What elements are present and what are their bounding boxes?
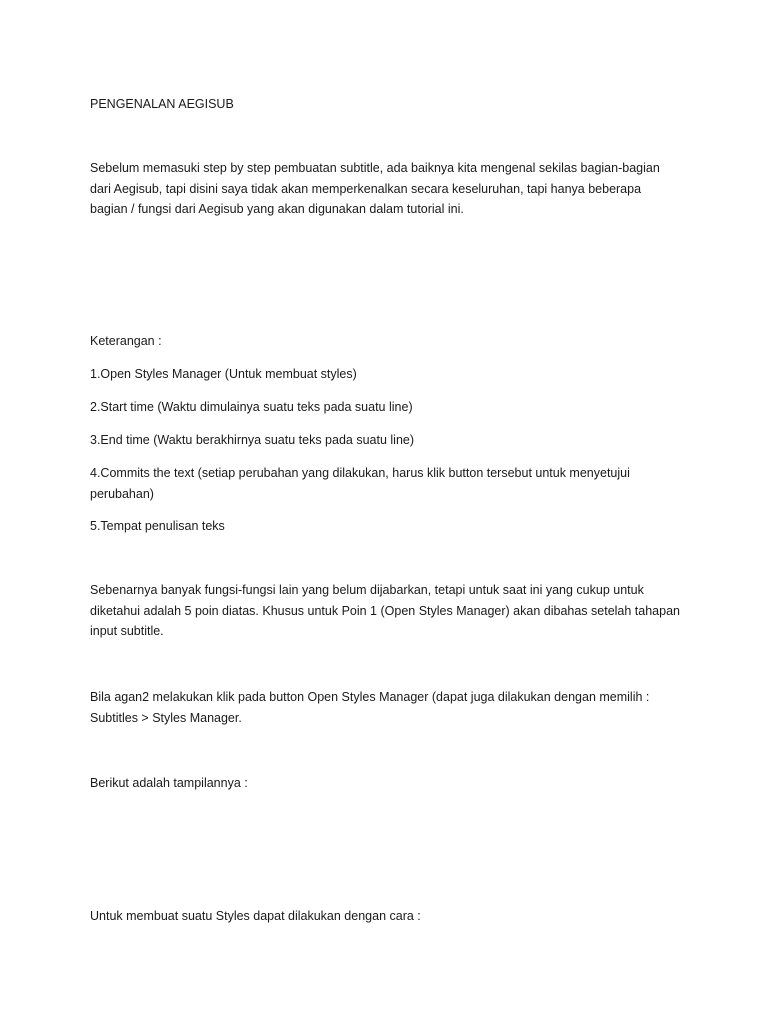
list-item: 5.Tempat penulisan teks [90, 519, 225, 533]
document-title: PENGENALAN AEGISUB [90, 97, 234, 111]
list-item: 2.Start time (Waktu dimulainya suatu teks pada suatu line) [90, 400, 413, 414]
keterangan-heading: Keterangan : [90, 334, 162, 348]
paragraph-display: Berikut adalah tampilannya : [90, 776, 248, 790]
list-item: 3.End time (Waktu berakhirnya suatu teks pada suatu line) [90, 433, 415, 447]
paragraph-create-style: Untuk membuat suatu Styles dapat dilakukan dengan cara : [90, 909, 421, 923]
paragraph-other-functions: Sebenarnya banyak fungsi-fungsi lain yang belum dijabarkan, tetapi untuk saat ini yang cukup untuk diketahui adalah 5 poin diatas. Khusus untuk Poin 1 (Open Styles Manager) akan dibahas setelah tahapan input subtitle. [90, 583, 680, 638]
list-item: 4.Commits the text (setiap perubahan yang dilakukan, harus klik button tersebut untuk menyetujui perubahan) [90, 466, 630, 501]
list-item: 1.Open Styles Manager (Untuk membuat styles) [90, 367, 357, 381]
paragraph-styles-manager: Bila agan2 melakukan klik pada button Open Styles Manager (dapat juga dilakukan dengan memilih : Subtitles > Styles Manager. [90, 690, 650, 725]
intro-paragraph: Sebelum memasuki step by step pembuatan subtitle, ada baiknya kita mengenal sekilas bagian-bagian dari Aegisub, tapi disini saya tidak akan memperkenalkan secara keseluruhan, tapi hanya beberapa bagian / fungsi dari Aegisub yang akan digunakan dalam tutorial ini. [90, 161, 660, 216]
